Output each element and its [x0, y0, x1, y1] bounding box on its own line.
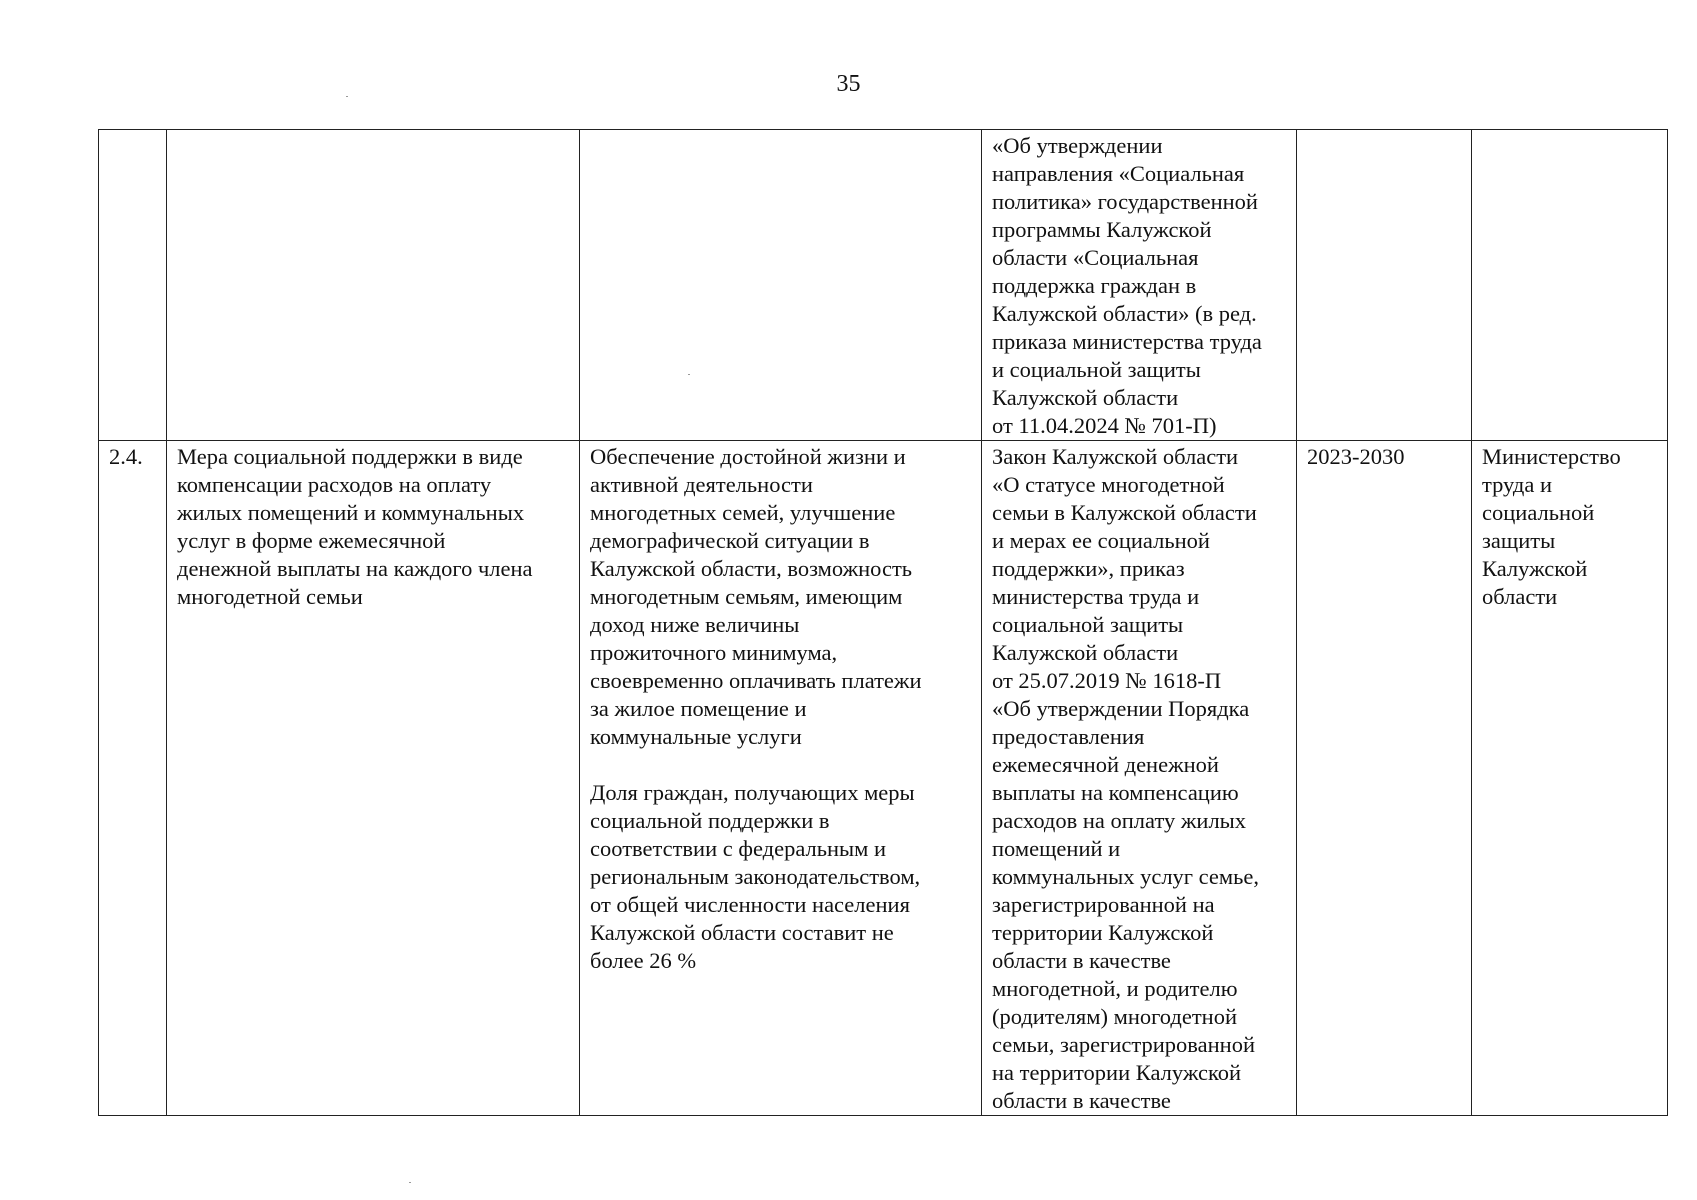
cell-number: 2.4. [99, 441, 167, 1116]
cell-goal-empty [580, 130, 982, 441]
table-row-continued [99, 130, 1668, 441]
cell-goal [580, 441, 982, 1116]
scan-speck [688, 374, 690, 375]
cell-executor-empty [1472, 130, 1668, 441]
goal-text: Обеспечение достойной жизни и активной деятельности многодетных семей, улучшение демографической ситуации в Калужской области, возможность многодетным семьям, имеющим доход ниже величины прожиточного минимума, своевременно оплачивать платежи за жилое помещение и коммунальные услуги [590, 444, 922, 749]
table-row-2-4 [99, 441, 1668, 1116]
cell-term-empty [1297, 130, 1472, 441]
cell-term: 2023-2030 [1297, 441, 1472, 1116]
cell-number-empty [99, 130, 167, 441]
cell-measure: Мера социальной поддержки в виде компенсации расходов на оплату жилых помещений и коммунальных услуг в форме ежемесячной денежной выплаты на каждого члена многодетной семьи [167, 441, 580, 1116]
measures-table [98, 129, 1668, 1116]
scan-speck [409, 1182, 411, 1183]
cell-legal-basis-continued: «Об утверждении направления «Социальная политика» государственной программы Калужской области «Социальная поддержка граждан в Калужской области» (в ред. приказа министерства труда и социальной защиты Калужской области от 11.04.2024 № 701-П) [982, 130, 1297, 441]
cell-legal-basis: Закон Калужской области «О статусе многодетной семьи в Калужской области и мерах ее социальной поддержки», приказ министерства труда и социальной защиты Калужской области от 25.07.2019 № 1618-П «Об утверждении Порядка предоставления ежемесячной денежной выплаты на компенсацию расходов на оплату жилых помещений и коммунальных услуг семье, зарегистрированной на территории Калужской области в качестве многодетной, и родителю (родителям) многодетной семьи, зарегистрированной на территории Калужской области в качестве [982, 441, 1297, 1116]
page-number: 35 [836, 71, 861, 97]
cell-executor: Министерство труда и социальной защиты Калужской области [1472, 441, 1668, 1116]
cell-measure-empty [167, 130, 580, 441]
indicator-text: Доля граждан, получающих меры социальной поддержки в соответствии с федеральным и региональным законодательством, от общей численности населения Калужской области составит не более 26 % [590, 780, 921, 973]
scan-speck [346, 96, 348, 97]
